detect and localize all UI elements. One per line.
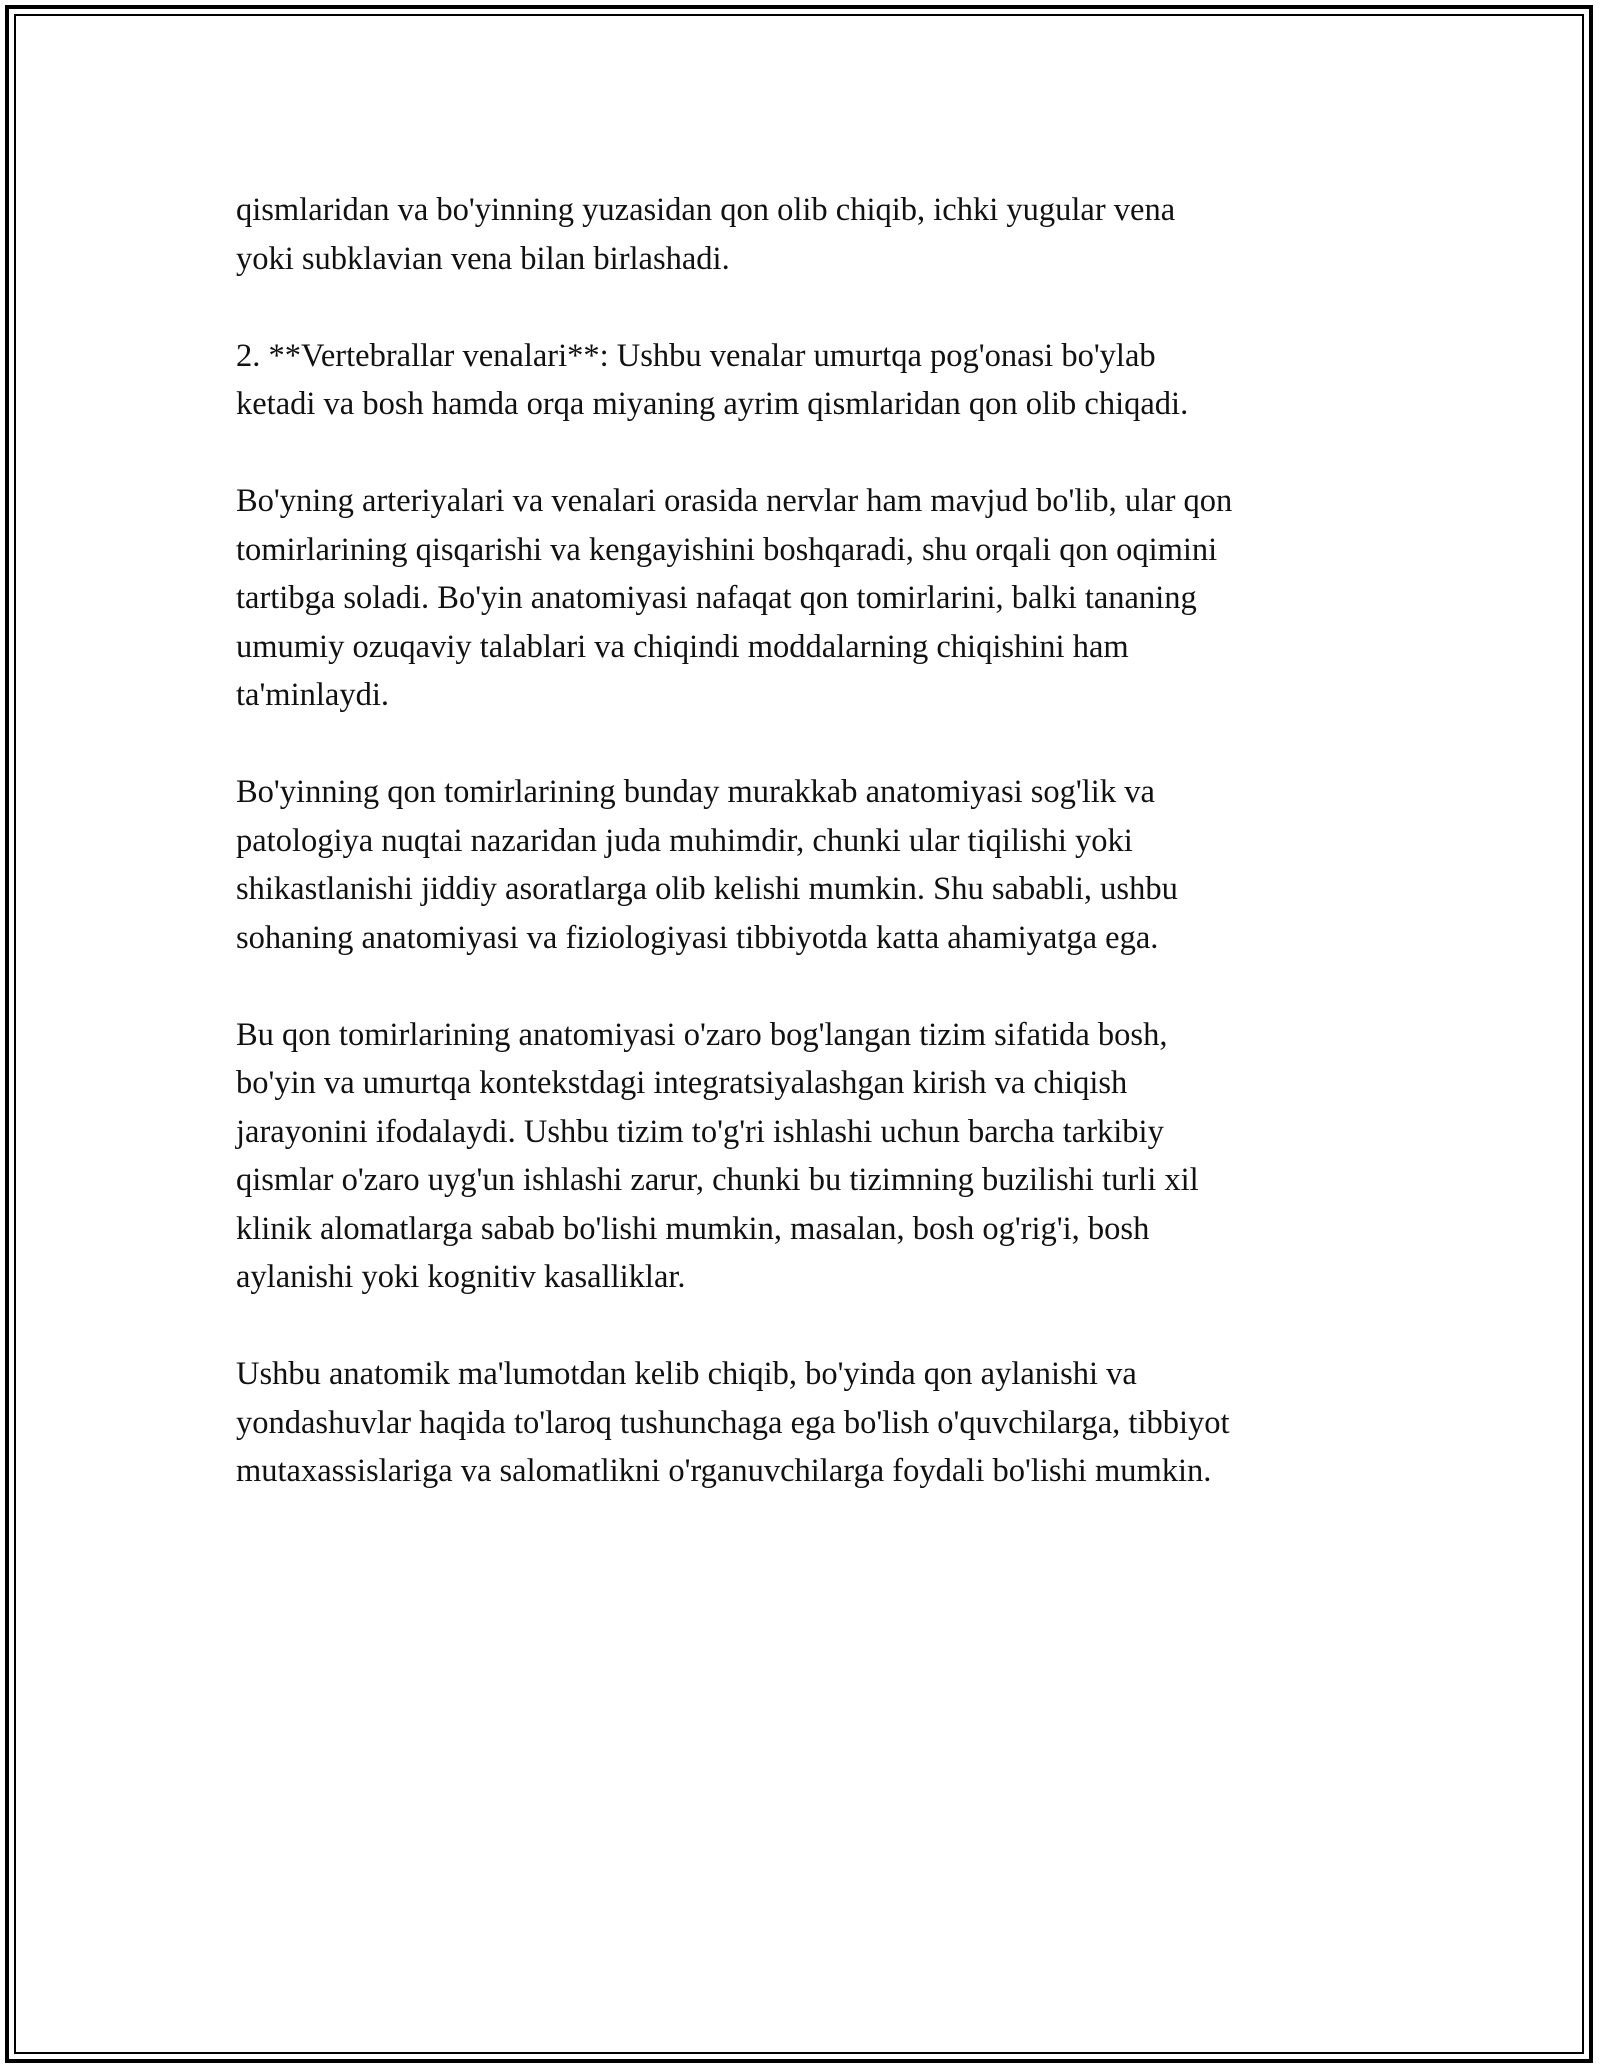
paragraph-2: 2. **Vertebrallar venalari**: Ushbu venalar umurtqa pog'onasi bo'ylab ketadi va bosh hamda orqa miyaning ayrim qismlaridan qon olib chiqadi. <box>236 337 1189 422</box>
paragraph-6: Ushbu anatomik ma'lumotdan kelib chiqib, bo'yinda qon aylanishi va yondashuvlar haqida to'laroq tushunchaga ega bo'lish o'quvchilarga, tibbiyot mutaxassislariga va salomatlikni o'rganuvchilarga foydali bo'lishi mumkin. <box>236 1356 1230 1489</box>
paragraph-1: qismlaridan va bo'yinning yuzasidan qon olib chiqib, ichki yugular vena yoki subklavian vena bilan birlashadi. <box>236 192 1176 277</box>
paragraph-5: Bu qon tomirlarining anatomiyasi o'zaro bog'langan tizim sifatida bosh, bo'yin va umurtqa kontekstdagi integratsiyalashgan kirish va chiqish jarayonini ifodalaydi. Ushbu tizim to'g'ri ishlashi uchun barcha tarkibiy qismlar o'zaro uyg'un ishlashi zarur, chunki bu tizimning buzilishi turli xil klinik alomatlarga sabab bo'lishi mumkin, masalan, bosh og'rig'i, bosh aylanishi yoki kognitiv kasalliklar. <box>236 1016 1199 1295</box>
document-body <box>236 186 1376 1496</box>
paragraph-3: Bo'yning arteriyalari va venalari orasida nervlar ham mavjud bo'lib, ular qon tomirlarining qisqarishi va kengayishini boshqaradi, shu orqali qon oqimini tartibga soladi. Bo'yin anatomiyasi nafaqat qon tomirlarini, balki tananing umumiy ozuqaviy talablari va chiqindi moddalarning chiqishini ham ta'minlaydi. <box>236 483 1233 713</box>
paragraph-4: Bo'yinning qon tomirlarining bunday murakkab anatomiyasi sog'lik va patologiya nuqtai nazaridan juda muhimdir, chunki ular tiqilishi yoki shikastlanishi jiddiy asoratlarga olib kelishi mumkin. Shu sababli, ushbu sohaning anatomiyasi va fiziologiyasi tibbiyotda katta ahamiyatga ega. <box>236 774 1178 956</box>
